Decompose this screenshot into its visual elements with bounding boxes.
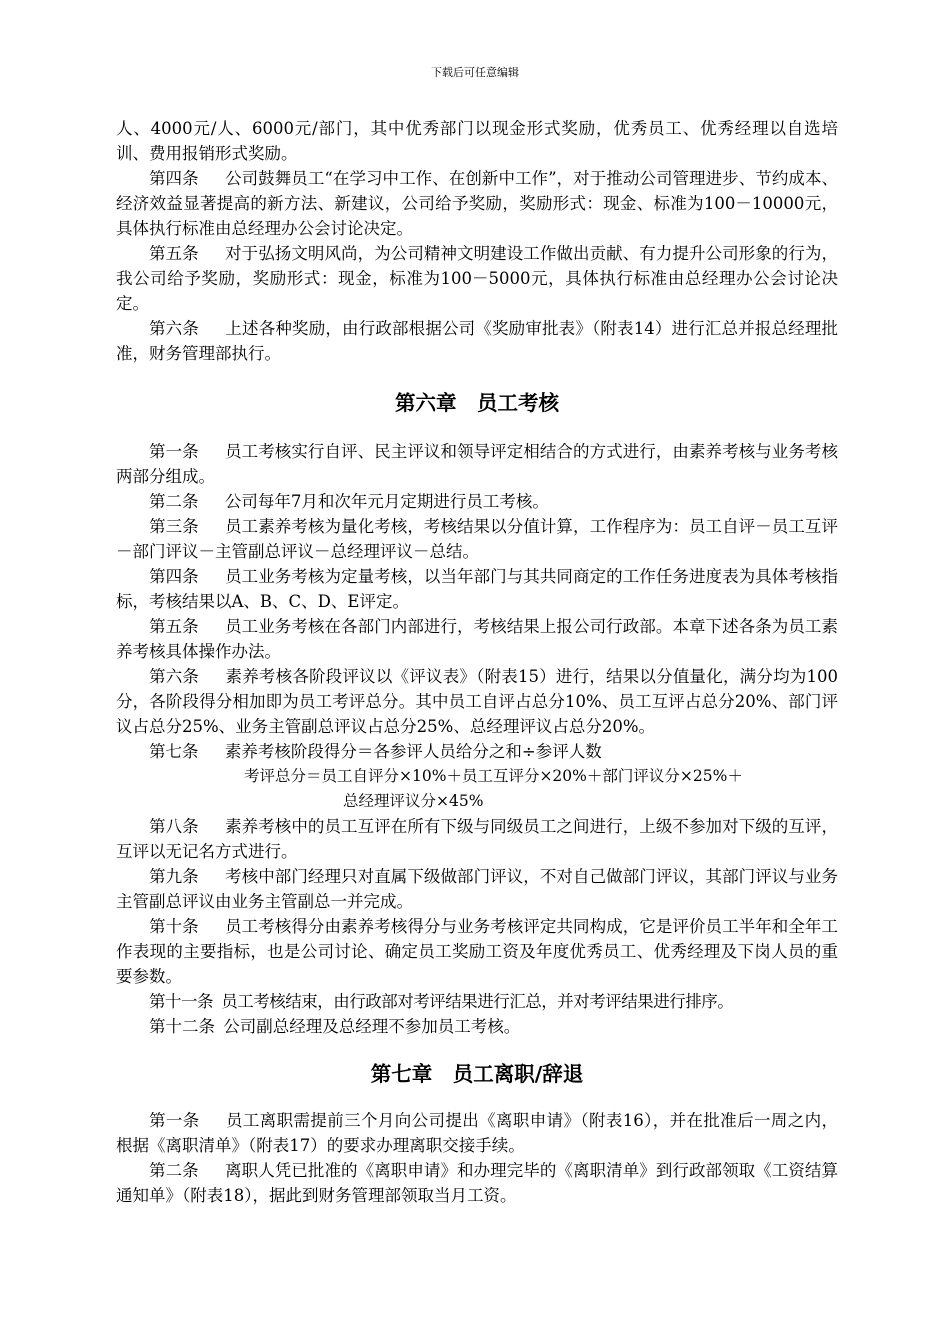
document-body [116, 116, 838, 1208]
article-text: 员工考核结束，由行政部对考评结果进行汇总，并对考评结果进行排序。 [221, 992, 734, 1011]
article-text: 素养考核阶段得分＝各参评人员给分之和÷参评人数 [224, 742, 602, 761]
article-paragraph [116, 439, 838, 489]
article-text: 上述各种奖励，由行政部根据公司《奖励审批表》（附表14）进行汇总并报总经理批准，财务管理部执行。 [116, 319, 839, 363]
article-label: 第十一条 [149, 992, 213, 1011]
article-paragraph [116, 914, 838, 989]
article-label: 第四条 [149, 169, 199, 188]
article-text: 公司鼓舞员工“在学习中工作、在创新中工作”，对于推动公司管理进步、节约成本、经济效益显著提高的新方法、新建议，公司给予奖励，奖励形式：现金、标准为100－10000元，具体执行标准由总经理办公会讨论决定。 [116, 169, 838, 238]
article-text: 素养考核中的员工互评在所有下级与同级员工之间进行，上级不参加对下级的互评，互评以无记名方式进行。 [116, 817, 839, 861]
formula-line: 考评总分＝员工自评分×10%＋员工互评分×20%＋部门评议分×25%＋ [244, 767, 743, 785]
article-paragraph [116, 1108, 838, 1158]
article-paragraph [116, 489, 838, 514]
article-text: 公司副总经理及总经理不参加员工考核。 [223, 1017, 521, 1036]
article-label: 第五条 [149, 617, 199, 636]
article-text: 考核中部门经理只对直属下级做部门评议，不对自己做部门评议，其部门评议与业务主管副总评议由业务主管副总一并完成。 [116, 867, 839, 911]
article-paragraph [116, 564, 838, 614]
article-text: 员工考核得分由素养考核得分与业务考核评定共同构成，它是评价员工半年和全年工作表现的主要指标，也是公司讨论、确定员工奖励工资及年度优秀员工、优秀经理及下岗人员的重要参数。 [116, 917, 839, 986]
article-label: 第六条 [149, 667, 200, 686]
article-paragraph [116, 316, 838, 366]
article-paragraph [116, 989, 838, 1014]
article-text: 员工业务考核为定量考核，以当年部门与其共同商定的工作任务进度表为具体考核指标，考核结果以A、B、C、D、E评定。 [116, 567, 839, 611]
article-label: 第八条 [149, 817, 199, 836]
article-label: 第五条 [149, 244, 199, 263]
chapter-title: 第七章 员工离职/辞退 [370, 1062, 584, 1086]
article-paragraph [116, 664, 838, 739]
article-paragraph [116, 614, 838, 664]
article-label: 第三条 [149, 517, 199, 536]
article-paragraph [116, 166, 838, 241]
article-label: 第六条 [149, 319, 199, 338]
paragraph-continuation: 人、4000元/人、6000元/部门，其中优秀部门以现金形式奖励，优秀员工、优秀经理以自选培训、费用报销形式奖励。 [116, 119, 838, 163]
article-text: 员工考核实行自评、民主评议和领导评定相结合的方式进行，由素养考核与业务考核两部分组成。 [116, 442, 839, 486]
article-text: 员工业务考核在各部门内部进行，考核结果上报公司行政部。本章下述各条为员工素养考核具体操作办法。 [116, 617, 839, 661]
article-text: 对于弘扬文明风尚，为公司精神文明建设工作做出贡献、有力提升公司形象的行为，我公司给予奖励，奖励形式：现金，标准为100－5000元，具体执行标准由总经理办公会讨论决定。 [116, 244, 839, 313]
article-paragraph [116, 739, 838, 764]
chapter-title: 第六章 员工考核 [395, 391, 559, 415]
article-label: 第十条 [149, 917, 199, 936]
article-paragraph [116, 1014, 838, 1039]
article-label: 第二条 [149, 492, 199, 511]
article-text: 员工素养考核为量化考核，考核结果以分值计算，工作程序为：员工自评－员工互评－部门评议－主管副总评议－总经理评议－总结。 [116, 517, 839, 561]
article-label: 第一条 [149, 442, 199, 461]
article-paragraph [116, 241, 838, 316]
article-text: 公司每年7月和次年元月定期进行员工考核。 [224, 492, 549, 511]
formula-line: 总经理评议分×45% [343, 792, 484, 810]
page-header: 下载后可任意编辑 [431, 66, 519, 79]
article-paragraph [116, 814, 838, 864]
article-paragraph [116, 864, 838, 914]
article-text: 员工离职需提前三个月向公司提出《离职申请》（附表16），并在批准后一周之内，根据《离职清单》（附表17）的要求办理离职交接手续。 [116, 1111, 838, 1155]
article-label: 第一条 [149, 1111, 200, 1130]
article-paragraph [116, 1158, 838, 1208]
article-paragraph [116, 514, 838, 564]
article-text: 素养考核各阶段评议以《评议表》（附表15）进行，结果以分值量化，满分均为100分，各阶段得分相加即为员工考评总分。其中员工自评占总分10%、员工互评占总分20%、部门评议占总分25%、业务主管副总评议占总分25%、总经理评议占总分20%。 [116, 667, 838, 736]
article-label: 第十二条 [149, 1017, 215, 1036]
article-label: 第七条 [149, 742, 199, 761]
article-text: 离职人凭已批准的《离职申请》和办理完毕的《离职清单》到行政部领取《工资结算通知单》（附表18），据此到财务管理部领取当月工资。 [116, 1161, 839, 1205]
article-label: 第四条 [149, 567, 199, 586]
article-label: 第九条 [149, 867, 199, 886]
article-label: 第二条 [149, 1161, 199, 1180]
